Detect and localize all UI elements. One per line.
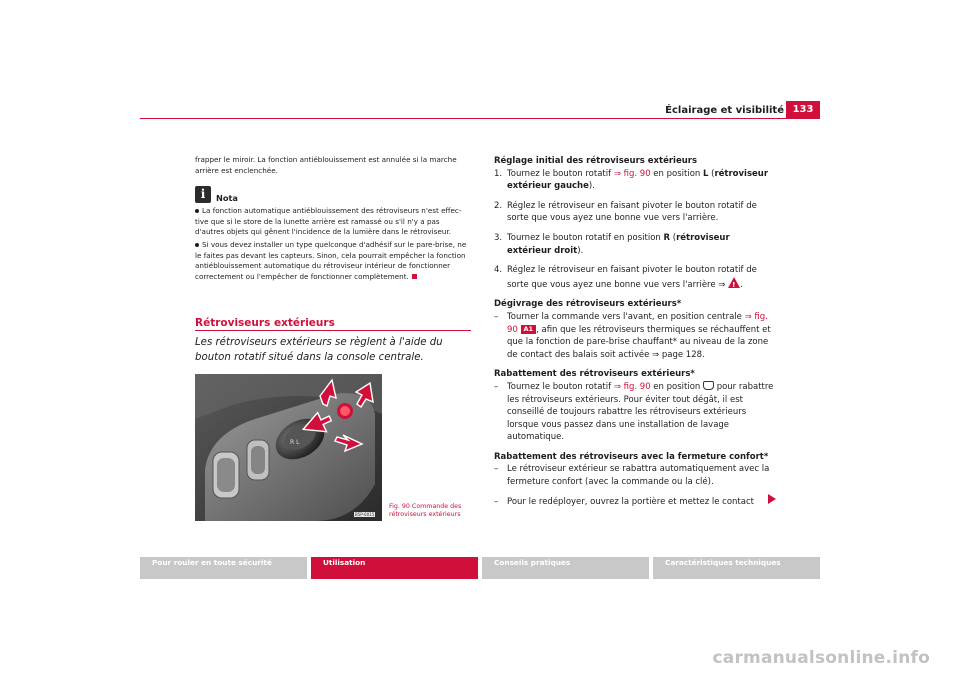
continue-arrow-icon: [768, 494, 776, 504]
section-intro: Les rétroviseurs extérieurs se règlent à l'aide du bouton rotatif situé dans la console centrale.: [195, 337, 443, 363]
step-3: 3. Tournez le bouton rotatif en position R (rétroviseur extérieur droit).: [494, 232, 730, 256]
heading-defrost: Dégivrage des rétroviseurs extérieurs*: [494, 299, 682, 310]
left-column: [195, 155, 471, 282]
nota-bullet-1: La fonction automatique antiéblouissement des rétroviseurs n'est effec-tive que si le store de la lunette arrière est ramassé ou s'il n'y a pas d'autres objets qui gênent l'incidence de la lumière dans le rétroviseur.: [195, 206, 462, 237]
heading-initial-adjustment: Réglage initial des rétroviseurs extérieurs: [494, 156, 698, 166]
svg-text:R L: R L: [290, 439, 300, 446]
tab-usage[interactable]: Utilisation: [311, 557, 478, 579]
defrost-item: – Tourner la commande vers l'avant, en position centrale ⇒ fig. 90 A1 , afin que les rétroviseurs thermiques se réchauffent et que la fonction de pare-brise chauffant* au niveau de la zone de contact des balais soit activée ⇒ page 128.: [494, 311, 771, 360]
page-number: 133: [786, 101, 820, 118]
step-4: 4. Réglez le rétroviseur en faisant pivoter le bouton rotatif de sorte que vous ayez une bonne vue vers l'arrière ⇒ !.: [494, 264, 774, 291]
intro-paragraph: frapper le miroir. La fonction antiéblouissement est annulée si la marche arrière est enclenchée.: [195, 155, 457, 175]
nota-heading: [195, 186, 471, 203]
info-icon: i: [195, 186, 211, 203]
step-2: 2. Réglez le rétroviseur en faisant pivoter le bouton rotatif de sorte que vous ayez une bonne vue vers l'arrière.: [494, 200, 757, 224]
mirror-control-figure: [195, 374, 382, 521]
heading-comfort-closing: Rabattement des rétroviseurs avec la fermeture confort*: [494, 451, 769, 462]
bullet-dot-icon: [195, 243, 199, 247]
right-column: [494, 155, 774, 508]
tab-technical-specs[interactable]: Caractéristiques techniques: [653, 557, 820, 579]
figure-caption: Fig. 90 Commande des rétroviseurs extérieurs: [389, 503, 462, 518]
section-rule: [195, 330, 471, 331]
section-title: Rétroviseurs extérieurs: [195, 317, 335, 329]
nota-bullet-2: Si vous devez installer un type quelconque d'adhésif sur le pare-brise, ne le faites pas devant les capteurs. Sinon, cela pourrait empêcher la fonction antiéblouissement automatique du rétroviseur intérieur de fonctionner correctement ou l'empêcher de fonctionner complètement.: [195, 239, 467, 281]
position-a1-badge: A1: [521, 325, 537, 334]
step-1: 1. Tournez le bouton rotatif ⇒ fig. 90 en position L (rétroviseur extérieur gauche).: [494, 168, 769, 192]
folding-item: – Tournez le bouton rotatif ⇒ fig. 90 en position pour rabattre les rétroviseurs extérieurs. Pour éviter tout dégât, il est conseillé de toujours rabattre les rétroviseurs extérieurs lorsque vous passez dans une installation de lavage automatique.: [494, 381, 774, 443]
bullet-dot-icon: [195, 209, 199, 213]
warning-triangle-icon[interactable]: [728, 277, 740, 288]
mirror-control-illustration: [195, 374, 382, 521]
page-header-title: Éclairage et visibilité: [665, 105, 784, 116]
heading-folding: Rabattement des rétroviseurs extérieurs*: [494, 369, 695, 380]
fig-90-link[interactable]: ⇒ fig. 90: [613, 381, 651, 392]
watermark: carmanualsonline.info: [712, 648, 930, 668]
figure-reference-code: B5P-0015: [355, 512, 375, 517]
comfort-item-1: – Le rétroviseur extérieur se rabattra automatiquement avec la fermeture confort (avec la commande ou la clé).: [494, 464, 770, 488]
header-rule: [140, 118, 820, 119]
end-square-icon: [412, 274, 417, 279]
tab-practical-tips[interactable]: Conseils pratiques: [482, 557, 649, 579]
fig-90-link[interactable]: ⇒ fig. 90: [613, 168, 651, 179]
folded-mirror-icon: [703, 381, 714, 390]
tab-safety[interactable]: Pour rouler en toute sécurité: [140, 557, 307, 579]
comfort-item-2: – Pour le redéployer, ouvrez la portière et mettez le contact: [494, 496, 754, 507]
fig-90-link[interactable]: ⇒ fig. 90: [507, 311, 768, 335]
nota-label: Nota: [216, 192, 238, 203]
